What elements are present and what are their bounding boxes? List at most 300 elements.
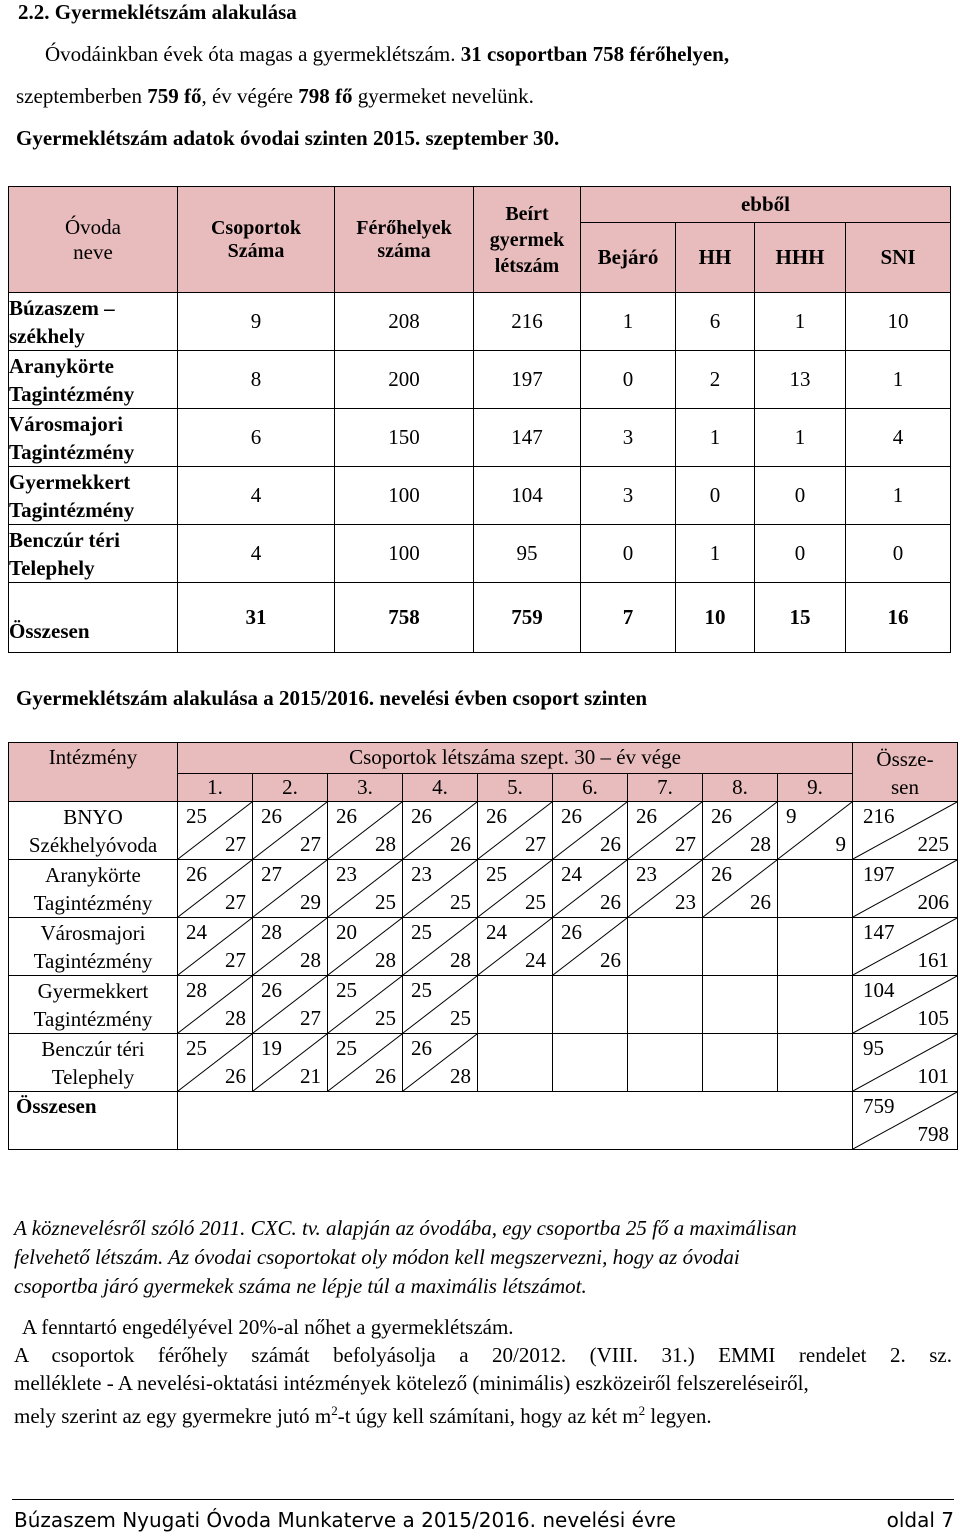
row-name-text: Városmajori [9,411,123,436]
group-cell-box [478,918,552,975]
september-count: 25 [186,804,207,828]
note-line: melléklete - A nevelési-oktatási intézmények kötelező (minimális) eszközeiről felszereléseiről, [14,1371,809,1395]
cell: 6 [676,293,755,351]
year-end-count: 25 [375,890,396,914]
intro-line-1 [45,33,955,75]
september-total: 216 [863,804,895,828]
september-count: 26 [261,804,282,828]
group-cell-box [178,918,252,975]
row-name [9,467,178,525]
group-cell [328,860,403,918]
group-cell [778,1034,853,1092]
september-count: 24 [561,862,582,886]
group-cell [703,918,778,976]
cell: 1 [581,293,676,351]
september-count: 20 [336,920,357,944]
grand-total-cell [853,1092,958,1150]
year-end-count: 28 [375,832,396,856]
year-end-count: 26 [600,832,621,856]
row-name-text: Székhelyóvoda [28,833,158,857]
row-total-box [853,860,957,917]
header-ferohelyek [335,187,474,293]
table-row [9,860,958,918]
cell: 3 [581,409,676,467]
header-sni: SNI [846,223,951,293]
row-name-text: Tagintézmény [9,439,135,464]
header-beirt [474,187,581,293]
group-cell [553,1034,628,1092]
year-end-total: 101 [917,1064,949,1088]
superscript: 2 [331,1403,338,1418]
year-end-count: 21 [300,1064,321,1088]
group-cell [178,976,253,1034]
group-cell-box [628,860,702,917]
note-line: felvehető létszám. Az óvodai csoportokat oly módon kell megszervezni, hogy az óvodai [14,1245,740,1269]
row-name-text: BNYO [63,805,123,829]
september-count: 26 [486,804,507,828]
group-cell [778,976,853,1034]
footer-title: Búzaszem Nyugati Óvoda Munkaterve a 2015/2016. nevelési évre [14,1508,676,1532]
cell: 1 [676,525,755,583]
group-cell [178,802,253,860]
header-text: létszám [494,254,560,277]
note-text: legyen. [645,1404,712,1428]
row-total-box [853,1034,957,1091]
header-text: Óvoda [65,214,121,239]
header-hhh: HHH [755,223,846,293]
group-cell [553,802,628,860]
year-end-count: 28 [300,948,321,972]
cell: 3 [581,467,676,525]
group-cell [778,918,853,976]
total-cell: 16 [846,583,951,653]
total-empty-cell [178,1092,853,1150]
row-name [9,802,178,860]
total-cell: 759 [474,583,581,653]
group-cell [478,860,553,918]
september-count: 24 [486,920,507,944]
group-cell [478,1034,553,1092]
row-name-text: Tagintézmény [33,891,153,915]
group-cell [253,860,328,918]
year-end-count: 26 [225,1064,246,1088]
september-count: 25 [486,862,507,886]
group-cell-box [403,1034,477,1091]
total-cell: 15 [755,583,846,653]
group-cell-box [778,802,852,859]
september-count: 26 [336,804,357,828]
group-cell [403,976,478,1034]
cell: 1 [846,351,951,409]
group-cell [628,918,703,976]
group-cell [628,860,703,918]
header-text: Férőhelyek [356,216,452,239]
september-count: 25 [336,1036,357,1060]
group-number-header: 4. [403,773,478,801]
year-end-count: 26 [750,890,771,914]
row-total-cell [853,860,958,918]
cell: 0 [581,351,676,409]
row-total-cell [853,918,958,976]
cell: 9 [178,293,335,351]
header-text: neve [73,239,113,264]
group-cell-box [703,976,777,1033]
group-cell-box [628,918,702,975]
september-count: 25 [186,1036,207,1060]
cell: 0 [676,467,755,525]
year-end-count: 27 [300,1006,321,1030]
row-name-text: Tagintézmény [9,497,135,522]
group-cell [328,918,403,976]
page-footer [14,1508,954,1532]
cell: 4 [846,409,951,467]
cell: 0 [581,525,676,583]
table-row [9,525,951,583]
cell: 104 [474,467,581,525]
table2-title: Gyermeklétszám alakulása a 2015/2016. nevelési évben csoport szinten [16,686,648,710]
year-end-count: 9 [835,832,846,856]
september-count: 24 [186,920,207,944]
group-cell-box [478,802,552,859]
group-cell-box [628,976,702,1033]
year-end-count: 28 [450,1064,471,1088]
group-cell [553,976,628,1034]
group-cell-box [328,860,402,917]
header-hh: HH [676,223,755,293]
group-cell-box [703,802,777,859]
group-cell [703,802,778,860]
group-cell [403,860,478,918]
note-line: A csoportok férőhely számát befolyásolja a 20/2012. (VIII. 31.) EMMI rendelet 2. sz. [14,1343,952,1367]
group-cell-box [478,860,552,917]
year-end-count: 27 [525,832,546,856]
september-count: 25 [411,920,432,944]
table-row [9,351,951,409]
group-cell [403,802,478,860]
september-count: 23 [336,862,357,886]
year-end-count: 27 [225,832,246,856]
row-name [9,976,178,1034]
cell: 1 [755,409,846,467]
group-cell-box [328,976,402,1033]
cell: 0 [755,525,846,583]
note-line: A köznevelésről szóló 2011. CXC. tv. alapján az óvodába, egy csoportba 25 fő a maximálisan [14,1216,797,1240]
row-total-cell [853,976,958,1034]
section-heading: 2.2. Gyermeklétszám alakulása [18,0,297,24]
group-cell-box [253,1034,327,1091]
group-cell-box [178,1034,252,1091]
year-end-count: 26 [600,948,621,972]
table-row [9,802,958,860]
group-cell [178,918,253,976]
group-cell-box [553,918,627,975]
cell: 208 [335,293,474,351]
group-number-header: 9. [778,773,853,801]
group-cell [178,1034,253,1092]
cell: 0 [846,525,951,583]
group-cell-box [553,860,627,917]
cell: 100 [335,525,474,583]
intro-text: szeptemberben [16,84,148,108]
september-count: 26 [636,804,657,828]
total-cell: 31 [178,583,335,653]
september-count: 26 [561,920,582,944]
group-cell [253,918,328,976]
regulation-note [14,1313,952,1430]
cell: 200 [335,351,474,409]
cell: 1 [755,293,846,351]
cell: 1 [846,467,951,525]
cell: 216 [474,293,581,351]
header-bejaro: Bejáró [581,223,676,293]
cell: 6 [178,409,335,467]
year-end-count: 27 [225,948,246,972]
cell: 95 [474,525,581,583]
row-total-cell [853,802,958,860]
cell: 4 [178,467,335,525]
row-name [9,351,178,409]
note-line: csoportba járó gyermekek száma ne lépje túl a maximális létszámot. [14,1274,587,1298]
group-number-header: 6. [553,773,628,801]
group-cell [778,802,853,860]
header-csoportok: Csoportok létszáma szept. 30 – év vége [178,743,853,774]
group-cell-box [778,976,852,1033]
header-text: Beírt [505,202,549,225]
group-cell-box [553,1034,627,1091]
september-total: 197 [863,862,895,886]
table-row [9,467,951,525]
group-cell-box [403,860,477,917]
group-cell [478,976,553,1034]
year-end-count: 29 [300,890,321,914]
group-cell-box [478,1034,552,1091]
row-name-text: Benczúr téri [9,527,120,552]
september-total: 95 [863,1036,884,1060]
group-cell [628,802,703,860]
row-name-text: Aranykörte [9,353,114,378]
total-cell: 758 [335,583,474,653]
september-grand-total: 759 [863,1094,895,1118]
group-cell [553,860,628,918]
september-count: 26 [711,862,732,886]
group-cell-box [253,860,327,917]
row-name [9,525,178,583]
page-number: oldal 7 [886,1508,954,1532]
total-label: Összesen [9,583,178,653]
row-name [9,918,178,976]
table-row [9,918,958,976]
september-count: 26 [261,978,282,1002]
group-number-header: 8. [703,773,778,801]
total-cell: 10 [676,583,755,653]
row-name-text: Tagintézmény [33,949,153,973]
year-end-total: 225 [917,832,949,856]
group-cell-box [703,860,777,917]
group-cell [703,860,778,918]
group-cell [478,802,553,860]
table-row [9,293,951,351]
september-count: 26 [411,804,432,828]
header-text: Száma [227,239,285,262]
cell: 2 [676,351,755,409]
cell: 100 [335,467,474,525]
year-end-count: 26 [450,832,471,856]
header-osszesen [853,743,958,802]
note-line [14,1397,952,1430]
group-cell-box [403,802,477,859]
header-ebbol: ebből [581,187,951,223]
group-number-header: 7. [628,773,703,801]
total-row [9,583,951,653]
year-end-count: 25 [450,1006,471,1030]
group-cell-box [253,976,327,1033]
year-end-count: 27 [225,890,246,914]
intro-text: Óvodáinkban évek óta magas a gyermeklétszám. [45,42,461,66]
group-cell-box [328,1034,402,1091]
group-cell [253,1034,328,1092]
superscript: 2 [638,1403,646,1418]
header-intezmeny: Intézmény [9,743,178,802]
row-name-text: Búzaszem – [9,295,115,320]
group-cell [628,1034,703,1092]
group-cell [253,976,328,1034]
group-cell [703,1034,778,1092]
intro-text: gyermeket nevelünk. [352,84,534,108]
year-end-count: 23 [675,890,696,914]
cell: 150 [335,409,474,467]
row-name [9,860,178,918]
group-cell [328,976,403,1034]
note-text: -t úgy kell számítani, hogy az két m [337,1404,639,1428]
group-cell-box [703,918,777,975]
year-end-count: 25 [450,890,471,914]
group-cell-box [778,1034,852,1091]
footer-rule [12,1499,954,1500]
header-text: sen [891,775,919,799]
september-count: 26 [561,804,582,828]
row-name-text: Benczúr téri [41,1037,145,1061]
row-name [9,293,178,351]
group-cell-box [778,860,852,917]
group-number-header: 5. [478,773,553,801]
row-name-text: Telephely [9,555,95,580]
legal-note [14,1214,797,1301]
header-text: Csoportok [210,216,301,239]
group-cell [478,918,553,976]
row-total-box [853,802,957,859]
group-cell-box [403,918,477,975]
intro-highlight: 798 fő [298,84,353,108]
september-total: 104 [863,978,895,1002]
year-end-total: 206 [917,890,949,914]
group-cell [628,976,703,1034]
year-end-count: 25 [525,890,546,914]
year-end-count: 27 [300,832,321,856]
cell: 197 [474,351,581,409]
year-end-grand-total: 798 [917,1122,949,1146]
total-row [9,1092,958,1150]
group-number-header: 3. [328,773,403,801]
row-total-box [853,976,957,1033]
row-name [9,409,178,467]
year-end-total: 161 [917,948,949,972]
group-stats-table [8,742,958,1150]
year-end-count: 28 [450,948,471,972]
group-number-header: 1. [178,773,253,801]
header-text: Össze- [876,747,934,771]
intro-highlight: 31 csoportban 758 férőhelyen, [460,42,730,66]
group-cell-box [553,802,627,859]
intro-line-2 [16,75,534,117]
year-end-total: 105 [917,1006,949,1030]
september-count: 26 [711,804,732,828]
year-end-count: 28 [225,1006,246,1030]
group-cell [178,860,253,918]
september-count: 19 [261,1036,282,1060]
table-row [9,409,951,467]
kindergarten-stats-table [8,186,951,653]
september-count: 9 [786,804,797,828]
row-name-text: Aranykörte [45,863,141,887]
row-name [9,1034,178,1092]
table-row [9,976,958,1034]
september-count: 23 [411,862,432,886]
group-cell-box [178,802,252,859]
year-end-count: 27 [675,832,696,856]
september-count: 28 [186,978,207,1002]
row-total-box [853,918,957,975]
intro-highlight: 759 fő [147,84,202,108]
cell: 0 [755,467,846,525]
cell: 147 [474,409,581,467]
september-count: 27 [261,862,282,886]
group-cell [328,802,403,860]
september-count: 23 [636,862,657,886]
group-cell-box [328,918,402,975]
september-count: 28 [261,920,282,944]
group-cell-box [328,802,402,859]
header-csoportok [178,187,335,293]
row-name-text: Városmajori [40,921,146,945]
group-cell-box [178,976,252,1033]
cell: 13 [755,351,846,409]
september-count: 25 [411,978,432,1002]
group-number-header: 2. [253,773,328,801]
row-name-text: Tagintézmény [33,1007,153,1031]
year-end-count: 26 [375,1064,396,1088]
header-text: gyermek [489,228,565,251]
year-end-count: 28 [750,832,771,856]
row-name-text: Tagintézmény [9,381,135,406]
group-cell-box [628,1034,702,1091]
september-total: 147 [863,920,895,944]
group-cell-box [253,802,327,859]
cell: 10 [846,293,951,351]
cell: 4 [178,525,335,583]
row-total-cell [853,1034,958,1092]
note-line: A fenntartó engedélyével 20%-al nőhet a gyermeklétszám. [22,1315,514,1339]
row-name-text: Gyermekkert [9,469,131,494]
header-ovoda [9,187,178,293]
cell: 8 [178,351,335,409]
total-label: Összesen [9,1092,178,1150]
group-cell-box [628,802,702,859]
header-text: száma [377,239,431,262]
row-name-text: Gyermekkert [37,979,149,1003]
cell: 1 [676,409,755,467]
total-cell: 7 [581,583,676,653]
group-cell [778,860,853,918]
